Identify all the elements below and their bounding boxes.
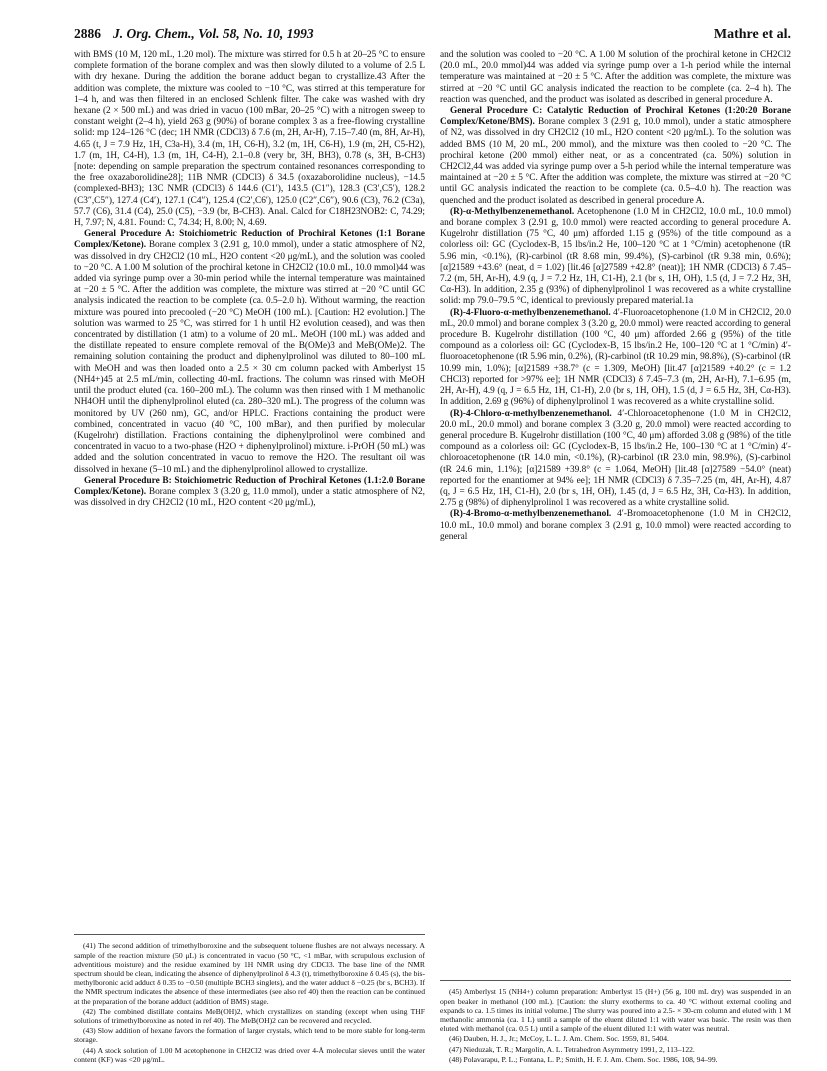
footnote-43: (43) Slow addition of hexane favors the formation of larger crystals, which tend to be more stable for long-term storage. <box>74 1026 425 1045</box>
compound-3-text: 4′-Chloroacetophenone (1.0 M in CH2Cl2, 20.0 mL, 20.0 mmol) and borane complex 3 (3.20 g, 20.0 mmol) were reacted according to general procedure B. Kugelrohr distillation (100 °C, 40 μm) afforded 3.08 g (98%) of the title compound as a colorless oil: GC (Cyclodex-B, 15 lbs/in.2 He, 100–130 °C at 1 °C/min) 4′-chloroacetophenone (tR 14.0 min, <0.1%), (R)-carbinol (tR 23.0 min, 98.9%), (S)-carbinol (tR 24.6 min, 1.1%); [α]21589 +39.8° (c = 1.064, MeOH) [lit.48 [α]27589 −54.0° (neat) reported for the enantiomer at 94% ee]; 1H NMR (CDCl3) δ 7.35–7.25 (m, 4H, Ar-H), 4.87 (q, J = 6.5 Hz, 1H, C1-H), 2.0 (br s, 1H, OH), 1.45 (d, J = 6.5 Hz, 3H, Cα-H3). In addition, 2.75 g (98%) of diphenylprolinol 1 was recovered as a white crystalline solid. <box>440 408 791 509</box>
heading-procedure-c: General Procedure C: Catalytic Reduction of Prochiral Ketones (1:20:20 Borane Complex/Ketone/BMS). <box>440 106 791 128</box>
heading-compound-1: (R)-α-Methylbenzenemethanol. <box>450 206 575 217</box>
journal-citation: J. Org. Chem., Vol. 58, No. 10, 1993 <box>113 26 314 41</box>
paragraph-compound-2 <box>440 308 791 409</box>
two-column-body <box>74 50 791 1065</box>
heading-compound-2: (R)-4-Fluoro-α-methylbenzenemethanol. <box>450 307 611 318</box>
paragraph-procedure-b <box>74 476 425 510</box>
compound-4-text: 4′-Bromoacetophenone (1.0 M in CH2Cl2, 10.0 mL, 10.0 mmol) and borane complex 3 (2.91 g, 10.0 mmol) were reacted according to general <box>440 509 791 542</box>
footnote-41: (41) The second addition of trimethylboroxine and the subsequent toluene flushes are not always necessary. A sample of the reaction mixture (50 μL) is concentrated in vacuo (50 °C, <1 mBar, with scrupulous exclusion of adventitious moisture) and the residue examined by 1H NMR using dry CDCl3. The base line of the NMR spectrum should be clean, indicating the absence of diphenylprolinol δ 4.3 (t), trimethylboroxine δ 0.45 (s), the bis-methylboronic acid adduct δ 0.35 to −0.50 (multiple BCH3 singlets), and the water adduct δ −0.25 (br s, BCH3). If the NMR spectrum indicates the absence of these intermediates (see also ref 40) then the reaction can be continued at the preparation of the borane adduct (addition of BMS) stage. <box>74 941 425 1006</box>
running-header <box>74 26 791 48</box>
right-footnotes <box>440 980 791 1065</box>
paragraph-borane-complex-prep: with BMS (10 M, 120 mL, 1.20 mol). The mixture was stirred for 0.5 h at 20–25 °C to ensure complete formation of the borane complex and was then slowly diluted to a volume of 2.5 L with dry hexane. During the addition the borane adduct began to crystallize.43 After the addition was complete, the mixture was cooled to −10 °C, was stirred at this temperature for 1–4 h, and was then filtered in an enclosed Schlenk filter. The cake was washed with dry hexane (2 × 500 mL) and was dried in vacuo (100 mBar, 20–25 °C) with a nitrogen sweep to constant weight (2–4 h), yield 263 g (90%) of borane complex 3 as a free-flowing crystalline solid: mp 124–126 °C (dec; 1H NMR (CDCl3) δ 7.6 (m, 2H, Ar-H), 7.15–7.40 (m, 8H, Ar-H), 4.65 (t, J = 7.9 Hz, 1H, C3a-H), 3.4 (m, 1H, C6-H), 3.2 (m, 1H, C6-H), 1.9 (m, 2H, C5-H2), 1.7 (m, 1H, C4-H), 1.3 (m, 1H, C4-H), 2.1–0.8 (very br, 3H, BH3), 0.78 (s, 3H, B-CH3) [note: depending on sample preparation the spectrum contained resonances corresponding to the free oxazaborolidine28]; 11B NMR (CDCl3) δ 34.5 (oxazaborolidine nucleus), −14.5 (complexed-BH3); 13C NMR (CDCl3) δ 144.6 (C1′), 143.5 (C1″), 128.3 (C3′,C5′), 128.2 (C3″,C5″), 127.4 (C4′), 127.1 (C4″), 125.4 (C2′,C6′), 125.0 (C2″,C6″), 90.6 (C3), 76.2 (C3a), 57.7 (C6), 31.4 (C4), 25.0 (C5), −3.9 (br, B-CH3). Anal. Calcd for C18H23NOB2: C, 74.29; H, 7.97; N, 4.81. Found: C, 74.34; H, 8.00; N, 4.69. <box>74 50 425 229</box>
paragraph-procedure-a <box>74 229 425 475</box>
footnote-45: (45) Amberlyst 15 (NH4+) column preparation: Amberlyst 15 (H+) (56 g, 100 mL dry) was suspended in an open beaker in methanol (100 mL). [Caution: the slurry exotherms to ca. 40 °C without external cooling and expands to ca. 1.5 times its initial volume.] The slurry was poured into a 2.5- × 30-cm column and eluted with 1 M methanolic ammonia (ca. 1 L) until a sample of the eluent diluted 1:1 with water was basic. The resin was then eluted with methanol (ca. 0.5 L) until a sample of the eluent diluted 1:1 with water was neutral. <box>440 987 791 1034</box>
paragraph-procedure-c <box>440 106 791 207</box>
left-footnotes <box>74 934 425 1065</box>
running-author: Mathre et al. <box>713 27 791 42</box>
paragraph-compound-4 <box>440 509 791 543</box>
page-number: 2886 <box>74 26 101 41</box>
compound-1-text: Acetophenone (1.0 M in CH2Cl2, 10.0 mL, 10.0 mmol) and borane complex 3 (2.91 g, 10.0 mmol) were reacted according to general procedure A. Kugelrohr distillation (75 °C, 40 μm) afforded 1.15 g (95%) of the title compound as a colorless oil: GC (Cyclodex-B, 15 lbs/in.2 He, 100–120 °C at 1 °C/min) acetophenone (tR 5.96 min, <0.1%), (R)-carbinol (tR 8.68 min, 99.4%), (S)-carbinol (tR 9.38 min, 0.6%); [α]21589 +43.6° (neat, d = 1.02) [lit.46 [α]27589 +42.8° (neat)]; 1H NMR (CDCl3) δ 7.45–7.2 (m, 5H, Ar-H), 4.9 (q, J = 7.2 Hz, 1H, C1-H), 2.1 (br s, 1H, OH), 1.5 (d, J = 7.2 Hz, 3H, Cα-H3). In addition, 2.35 g (93%) of diphenylprolinol 1 was recovered as a white crystalline solid: mp 79.0–79.5 °C, identical to previously prepared material.1a <box>440 206 791 307</box>
heading-procedure-a: General Procedure A: Stoichiometric Reduction of Prochiral Ketones (1:1 Borane Complex/Ketone). <box>74 229 425 251</box>
right-column <box>440 50 791 1065</box>
footnote-46: (46) Dauben, H. J., Jr.; McCoy, L. L. J. Am. Chem. Soc. 1959, 81, 5404. <box>449 1034 669 1044</box>
procedure-c-text: Borane complex 3 (2.91 g, 10.0 mmol), under a static atmosphere of N2, was dissolved in dry CH2Cl2 (10 mL, H2O content <20 μg/mL). To the solution was added BMS (10 M, 20 mL, 200 mmol), and the mixture was then cooled to −20 °C. The prochiral ketone (200 mmol) either neat, or as a concentrated (ca. 50%) solution in CH2Cl2,44 was added via syringe pump over a 5-h period while the internal temperature was maintained at −20 ± 5 °C. After the addition was complete, the mixture was stirred at −20 °C until GC analysis indicated the reaction to be complete (ca. 0.5–4.0 h). The reaction was quenched and the product isolated as described in general procedure A. <box>440 117 791 206</box>
left-column <box>74 50 425 1065</box>
compound-2-text: 4′-Fluoroacetophenone (1.0 M in CH2Cl2, 20.0 mL, 20.0 mmol) and borane complex 3 (3.20 g, 20.0 mmol) were reacted according to general procedure B. Kugelrohr distillation (100 °C, 40 μm) afforded 2.66 g (95%) of the title compound as a colorless oil: GC (Cyclodex-B, 15 lbs/in.2 He, 100–120 °C at 1 °C/min) 4′-fluoroacetophenone (tR 5.96 min, 0.2%), (R)-carbinol (tR 10.29 min, 98.8%), (S)-carbinol (tR 10.99 min, 1.0%); [α]21589 +38.7° (c = 1.309, MeOH) [lit.47 [α]21589 +40.2° (c = 1.2 CHCl3) reported for >97% ee]; 1H NMR (CDCl3) δ 7.45–7.3 (m, 2H, Ar-H), 7.1–6.95 (m, 2H, Ar-H), 4.9 (q, J = 6.5 Hz, 1H, C1-H), 2.0 (br s, 1H, OH), 1.5 (d, J = 6.5 Hz, 3H, Cα-H3). In addition, 2.69 g (96%) of diphenylprolinol 1 was recovered as a white crystalline solid. <box>440 307 791 408</box>
footnote-42: (42) The combined distillate contains MeB(OH)2, which crystallizes on standing (except when using THF solutions of trimethylboroxine as noted in ref 40). The MeB(OH)2 can be recovered and recycled. <box>74 1006 425 1025</box>
footnote-48: (48) Polavarapu, P. L.; Fontana, L. P.; Smith, H. F. J. Am. Chem. Soc. 1986, 108, 94–99. <box>449 1054 718 1064</box>
heading-compound-4: (R)-4-Bromo-α-methylbenzenemethanol. <box>450 509 612 520</box>
paragraph-compound-1 <box>440 207 791 308</box>
footnote-44: (44) A stock solution of 1.00 M acetophenone in CH2Cl2 was dried over 4-Å molecular sieves until the water content (KF) was <20 μg/mL. <box>74 1045 425 1064</box>
right-body-text <box>440 50 791 543</box>
left-body-text <box>74 50 425 509</box>
paragraph-compound-3 <box>440 409 791 510</box>
heading-compound-3: (R)-4-Chloro-α-methylbenzenemethanol. <box>450 408 612 419</box>
procedure-b-text: Borane complex 3 (3.20 g, 11.0 mmol), under a static atmosphere of N2, was dissolved in dry CH2Cl2 (10 mL, H2O content <20 μg/mL), <box>74 486 425 509</box>
paragraph-procedure-b-cont: and the solution was cooled to −20 °C. A 1.00 M solution of the prochiral ketone in CH2Cl2 (20.0 mL, 20.0 mmol)44 was added via syringe pump over a 1-h period while the internal temperature was maintained at −20 ± 5 °C. After the addition was complete, the mixture was stirred at −20 °C until GC analysis indicated the reaction to be complete (ca. 2–4 h). The reaction was quenched, and the product was isolated as described in general procedure A. <box>440 50 791 105</box>
procedure-a-text: Borane complex 3 (2.91 g, 10.0 mmol), under a static atmosphere of N2, was dissolved in dry CH2Cl2 (10 mL, H2O content <20 μg/mL), and the solution was cooled to −20 °C. A 1.00 M solution of the prochiral ketone in CH2Cl2 (10.0 mL, 10.0 mmol)44 was added via syringe pump over a 30-min period while the internal temperature was maintained at −20 ± 5 °C. After the addition was complete, the mixture was stirred at −20 °C until GC analysis indicated the reaction to be complete (ca. 0.5–2.0 h). Without warming, the reaction mixture was poured into precooled (−20 °C) MeOH (100 mL). [Caution: H2 evolution.] The solution was warmed to 25 °C, was stirred for 1 h until H2 evolution ceased), and was then concentrated by distillation (1 atm) to a volume of 20 mL. MeOH (100 mL) was added and the distillate repeated to ensure complete removal of the B(OMe)3 and MeB(OMe)2. The remaining solution containing the product and diphenylprolinol was diluted to 80–100 mL with MeOH and was then loaded onto a 2.5 × 30 cm column packed with Amberlyst 15 (NH4+)45 at 2.5 mL/min, collecting 40-mL fractions. The column was rinsed with MeOH until the product eluted (ca. 160–200 mL). The column was then rinsed with 1 M methanolic NH4OH until the diphenylprolinol eluted (ca. 280–320 mL). The progress of the column was monitored by UV (260 nm), GC, and/or HPLC. Fractions containing the product were combined, concentrated in vacuo (40 °C, 100 mBar), and then purified by molecular (Kugelrohr) distillation. Fractions containing the diphenylprolinol were combined and concentrated in vacuo to a two-phase (H2O + diphenylprolinol) mixture. i-PrOH (50 mL) was added and the solution concentrated in vacuo to remove the H2O. The resultant oil was dissolved in hexane (5–10 mL) and the diphenylprolinol allowed to crystallize. <box>74 240 425 475</box>
heading-procedure-b: General Procedure B: Stoichiometric Reduction of Prochiral Ketones (1.1:2.0 Borane Complex/Ketone). <box>74 475 425 497</box>
footnote-47: (47) Nieduzak, T. R.; Margolin, A. L. Tetrahedron Asymmetry 1991, 2, 113–122. <box>449 1044 695 1054</box>
